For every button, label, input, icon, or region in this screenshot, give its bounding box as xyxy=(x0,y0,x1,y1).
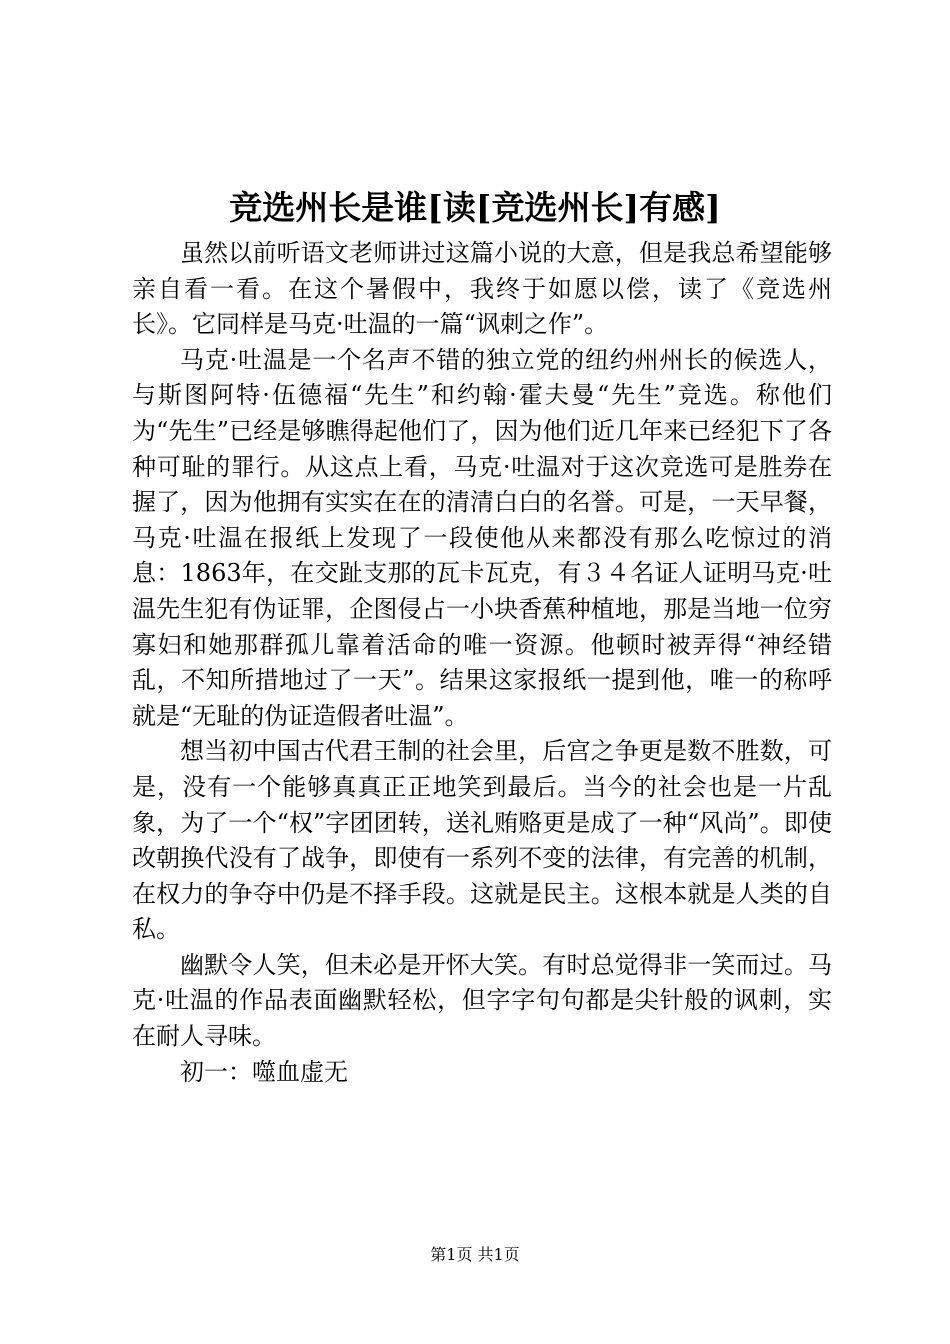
author-line: 初一：噬血虚无 xyxy=(180,1057,348,1086)
paragraph-2: 马克·吐温是一个名声不错的独立党的纽约州州长的候选人，与斯图阿特·伍德福“先生”和约翰·霍夫曼“先生”竞选。称他们为“先生”已经是够瞧得起他们了，因为他们近几年来已经犯下了各种可耻的罪行。从这点上看，马克·吐温对于这次竞选可是胜券在握了，因为他拥有实实在在的清清白白的名誉。可是，一天早餐，马克·吐温在报纸上发现了一段使他从来都没有那么吃惊过的消息：1863年，在交趾支那的瓦卡瓦克，有３４名证人证明马克·吐温先生犯有伪证罪，企图侵占一小块香蕉种植地，那是当地一位穷寡妇和她那群孤儿靠着活命的唯一资源。他顿时被弄得“神经错乱，不知所措地过了一天”。结果这家报纸一提到他，唯一的称呼就是“无耻的伪证造假者吐温”。 xyxy=(132,345,832,730)
document-body xyxy=(132,236,832,1090)
paragraph-4: 幽默令人笑，但未必是开怀大笑。有时总觉得非一笑而过。马克·吐温的作品表面幽默轻松，但字字句句都是尖针般的讽刺，实在耐人寻味。 xyxy=(132,950,832,1051)
paragraph-3: 想当初中国古代君王制的社会里，后宫之争更是数不胜数，可是，没有一个能够真真正正地笑到最后。当今的社会也是一片乱象，为了一个“权”字团团转，送礼贿赂更是成了一种“风尚”。即使改朝换代没有了战争，即使有一系列不变的法律，有完善的机制，在权力的争夺中仍是不择手段。这就是民主。这根本就是人类的自私。 xyxy=(132,737,832,944)
page-number-footer: 第1页 共1页 xyxy=(430,1245,520,1264)
document-title: 竞选州长是谁[读[竞选州长]有感] xyxy=(229,188,721,227)
paragraph-1: 虽然以前听语文老师讲过这篇小说的大意，但是我总希望能够亲自看一看。在这个暑假中，我终于如愿以偿，读了《竞选州长》。它同样是马克·吐温的一篇“讽刺之作”。 xyxy=(132,239,832,339)
